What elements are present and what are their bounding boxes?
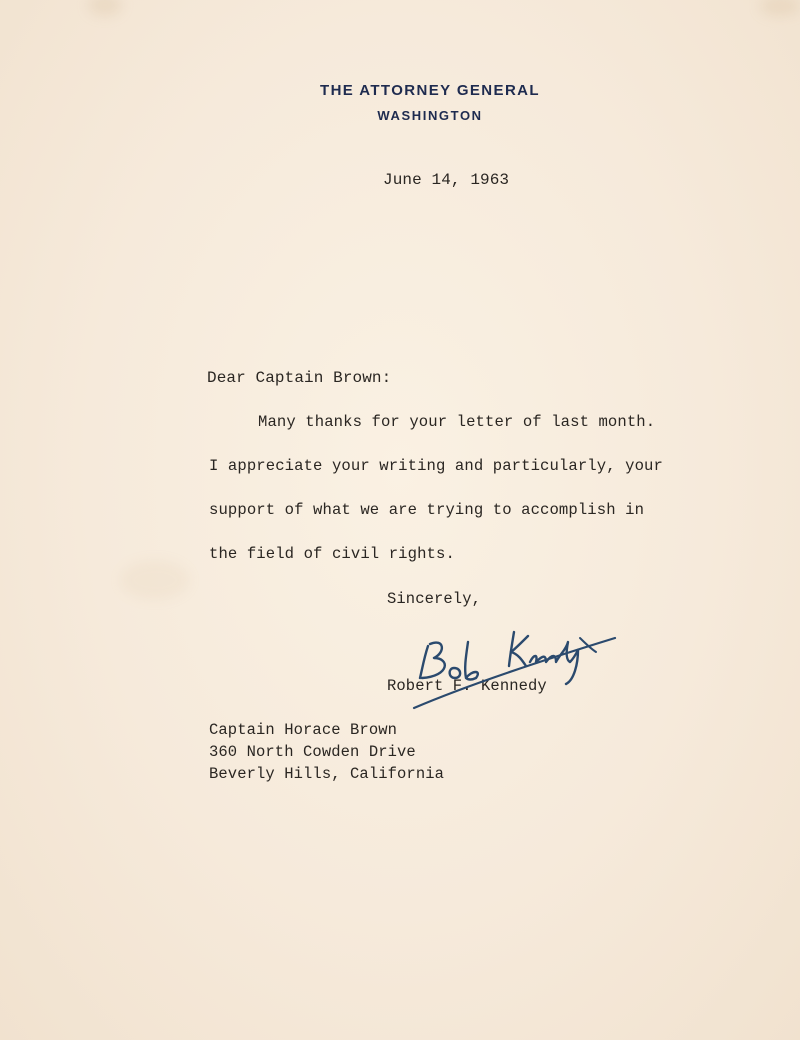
body-line: Many thanks for your letter of last month. [258, 413, 656, 431]
body-line: support of what we are trying to accomplish in [209, 501, 645, 519]
body-line: the field of civil rights. [209, 545, 455, 563]
letterhead-title: THE ATTORNEY GENERAL [320, 82, 540, 99]
letterhead-location: WASHINGTON [377, 108, 483, 123]
recipient-street: 360 North Cowden Drive [209, 743, 416, 761]
recipient-city: Beverly Hills, California [209, 765, 445, 783]
signer-name: Robert F. Kennedy [387, 677, 547, 695]
letter-date: June 14, 1963 [383, 171, 510, 189]
recipient-name: Captain Horace Brown [209, 721, 398, 739]
paper-stain [120, 560, 190, 600]
handwritten-signature [410, 618, 625, 713]
paper-stain [88, 0, 122, 16]
paper-stain [760, 0, 800, 16]
body-line: I appreciate your writing and particularly, your [209, 457, 663, 475]
salutation: Dear Captain Brown: [207, 369, 392, 387]
closing: Sincerely, [387, 590, 482, 608]
